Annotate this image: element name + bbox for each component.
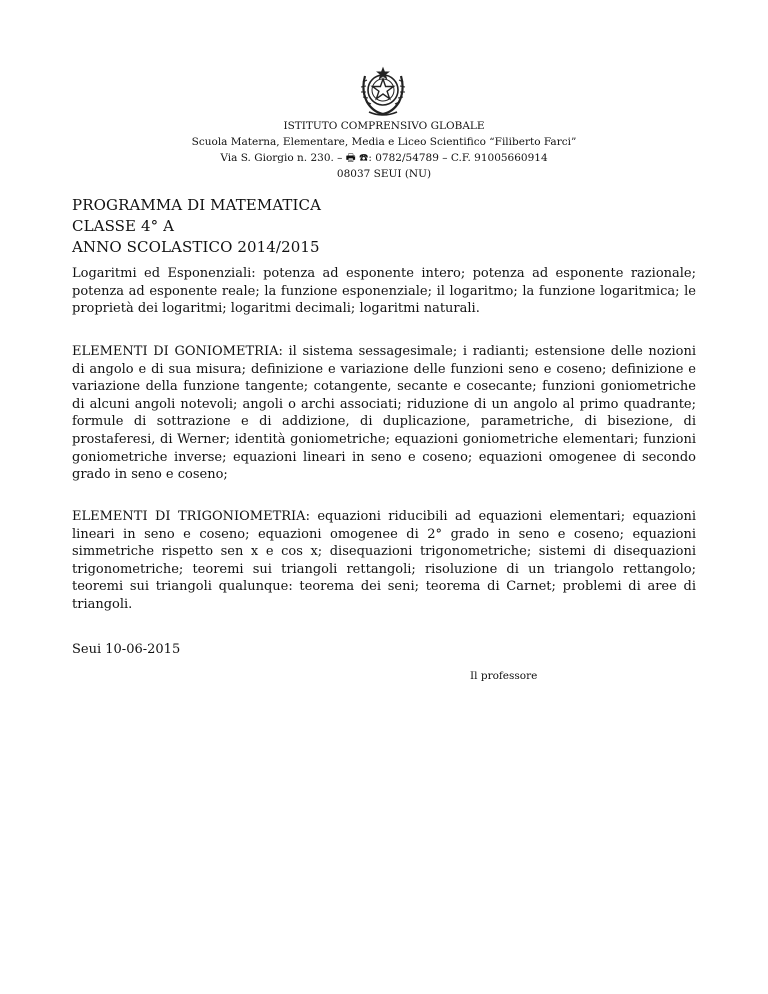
class-line: CLASSE 4° A — [72, 217, 175, 235]
section-logarithms — [72, 265, 696, 318]
section-title: ELEMENTI DI TRIGONIOMETRIA: — [72, 509, 310, 524]
section-title: Logaritmi ed Esponenziali: — [72, 266, 256, 281]
signature-label: Il professore — [470, 670, 538, 682]
section-title: ELEMENTI DI GONIOMETRIA: — [72, 344, 283, 359]
section-text: potenza ad esponente intero; potenza ad esponente razionale; potenza ad esponente reale; la funzione esponenziale; il logaritmo; la funzione logaritmica; le proprietà dei logaritmi; logaritmi decimali; logaritmi naturali. — [72, 266, 696, 317]
italian-republic-emblem-icon — [357, 62, 409, 118]
section-trigonometry — [72, 508, 696, 614]
school-header — [0, 118, 768, 182]
contacts-line: Via S. Giorgio n. 230. – 🖶 ☎: 0782/54789 – C.F. 91005660914 — [220, 152, 548, 164]
document-date: Seui 10-06-2015 — [72, 642, 181, 657]
schools-line: Scuola Materna, Elementare, Media e Liceo Scientifico “Filiberto Farci” — [191, 136, 577, 148]
section-goniometry — [72, 343, 696, 484]
school-year-line: ANNO SCOLASTICO 2014/2015 — [72, 238, 320, 256]
program-title: PROGRAMMA DI MATEMATICA — [72, 196, 322, 214]
institute-name: ISTITUTO COMPRENSIVO GLOBALE — [283, 120, 485, 132]
section-text: il sistema sessagesimale; i radianti; estensione delle nozioni di angolo e di sua misura; definizione e variazione delle funzioni seno e coseno; definizione e variazione della funzione tangente; cotangente, secante e cosecante; funzioni goniometriche di alcuni angoli notevoli; angoli o archi associati; riduzione di un angolo al primo quadrante; formule di sottrazione e di addizione, di duplicazione, parametriche, di bisezione, di prostaferesi, di Werner; identità goniometriche; equazioni goniometriche elementari; funzioni goniometriche inverse; equazioni lineari in seno e coseno; equazioni omogenee di secondo grado in seno e coseno; — [72, 344, 696, 483]
city-line: 08037 SEUI (NU) — [336, 168, 432, 180]
section-text: equazioni riducibili ad equazioni elementari; equazioni lineari in seno e coseno; equazioni omogenee di 2° grado in seno e coseno; equazioni simmetriche rispetto sen x e cos x; disequazioni trigonometriche; sistemi di disequazioni trigonometriche; teoremi sui triangoli rettangoli; risoluzione di un triangolo rettangolo; teoremi sui triangoli qualunque: teorema dei seni; teorema di Carnet; problemi di aree di triangoli. — [72, 509, 696, 612]
program-heading — [72, 195, 321, 258]
